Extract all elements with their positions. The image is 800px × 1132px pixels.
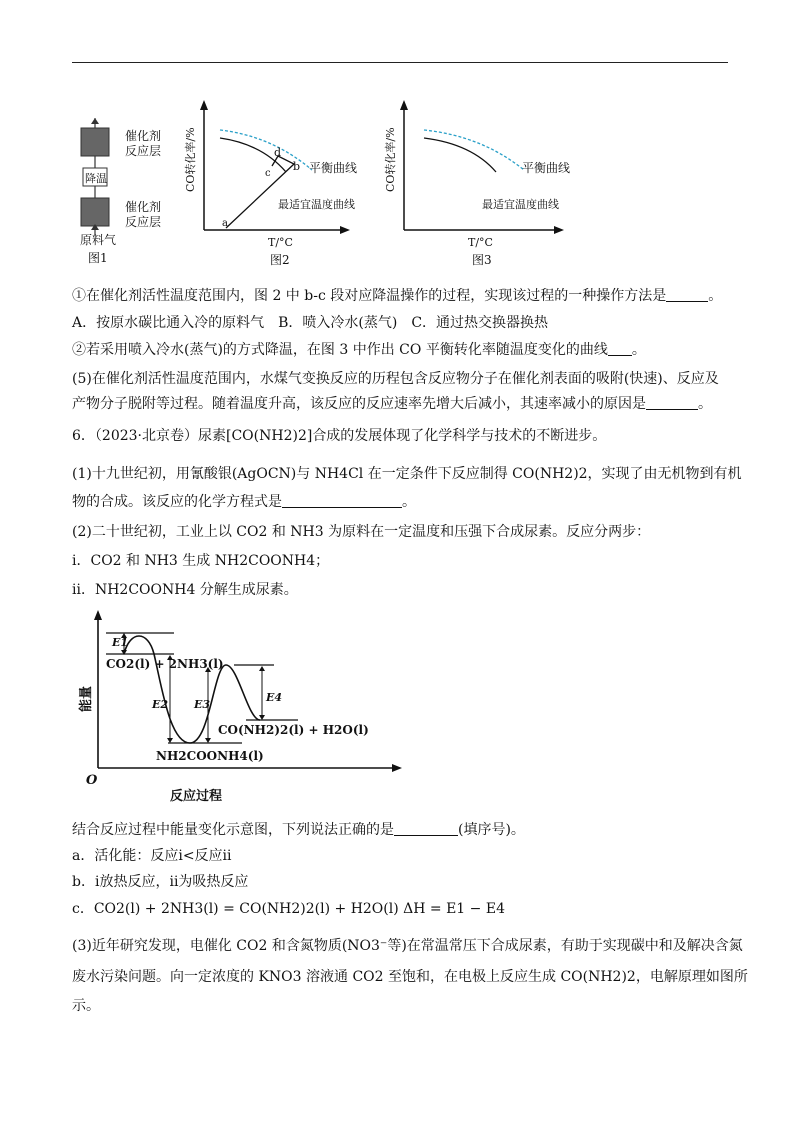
energy-e2: E2 (152, 698, 169, 711)
figure-3-co-conversion (382, 100, 582, 270)
fig2-point-a: a (222, 218, 228, 229)
s2-step-ii: ⅱ．NH2COONH4 分解生成尿素。 (72, 582, 298, 598)
fig2-eq-label: 平衡曲线 (309, 161, 358, 175)
energy-xlabel: 反应过程 (170, 789, 223, 804)
fig3-opt-curve (424, 138, 496, 172)
fig2-caption: 图2 (270, 253, 290, 267)
fig1-cool-label: 降温 (85, 172, 107, 185)
energy-ylabel: 能量 (79, 685, 94, 712)
figure-2-co-conversion (182, 100, 362, 270)
fig2-point-b: b (293, 160, 301, 173)
fig2-path-abcd (226, 156, 294, 228)
fig1-feed-label: 原料气 (80, 233, 117, 247)
energy-intermediate-label: NH2COONH4(l) (156, 749, 264, 763)
s3-line-1: (3)近年研究发现，电催化 CO2 和含氮物质(NO3⁻等)在常温常压下合成尿素，有助于实现碳中和及解决含氮 (72, 938, 743, 954)
fig2-ylabel: CO转化率/% (184, 127, 197, 192)
fig3-caption: 图3 (472, 253, 492, 267)
fig2-opt-label: 最适宜温度曲线 (278, 198, 355, 211)
fig3-xlabel: T/°C (468, 236, 493, 249)
fig1-layer-top-1: 催化剂 (125, 129, 162, 143)
energy-origin: O (86, 773, 98, 788)
q1-question: ①在催化剂活性温度范围内，图 2 中 b-c 段对应降温操作的过程，实现该过程的一种操作方法是 。 (72, 288, 723, 304)
fig1-layer-bot-2: 反应层 (125, 215, 162, 229)
fig1-layer-top-2: 反应层 (125, 144, 162, 158)
fig1-caption: 图1 (88, 251, 108, 265)
fig2-point-d: d (274, 146, 282, 159)
s2-line-1: (2)二十世纪初，工业上以 CO2 和 NH3 为原料在一定温度和压强下合成尿素。反应分两步： (72, 524, 651, 540)
fig1-layer-bot-1: 催化剂 (125, 200, 162, 214)
q5-line-2: 产物分子脱附等过程。随着温度升高，该反应的反应速率先增大后减小，其速率减小的原因是 。 (72, 396, 712, 412)
s3-line-3: 示。 (72, 998, 100, 1014)
q5-line-1: (5)在催化剂活性温度范围内，水煤气变换反应的历程包含反应物分子在催化剂表面的吸附(快速)、反应及 (72, 371, 719, 387)
fig3-opt-label: 最适宜温度曲线 (482, 198, 559, 211)
fig3-ylabel: CO转化率/% (384, 127, 397, 192)
energy-e4: E4 (266, 691, 283, 704)
s2-option-b: b．ⅰ放热反应，ⅱ为吸热反应 (72, 874, 249, 890)
problem-6-title: 6．（2023·北京卷）尿素[CO(NH2)2]合成的发展体现了化学科学与技术的不断进步。 (72, 428, 607, 444)
energy-reactant-label: CO2(l) + 2NH3(l) (106, 657, 224, 671)
s2-option-c: c．CO2(l) + 2NH3(l) = CO(NH2)2(l) + H2O(l) ΔH = E1 − E4 (72, 901, 505, 917)
s2-step-i: ⅰ．CO2 和 NH3 生成 NH2COONH4； (72, 553, 330, 569)
figure-1-reactor (72, 118, 182, 268)
energy-e3: E3 (194, 698, 211, 711)
fig2-point-c: c (265, 168, 271, 179)
energy-product-label: CO(NH2)2(l) + H2O(l) (218, 723, 369, 737)
energy-diagram (78, 608, 418, 806)
s3-line-2: 废水污染问题。向一定浓度的 KNO3 溶液通 CO2 至饱和，在电极上反应生成 CO(NH2)2，电解原理如图所 (72, 969, 748, 985)
header-rule (72, 62, 728, 63)
fig2-xlabel: T/°C (268, 236, 293, 249)
s1-line-2: 物的合成。该反应的化学方程式是 。 (72, 494, 416, 510)
s1-line-1: (1)十九世纪初，用氰酸银(AgOCN)与 NH4Cl 在一定条件下反应制得 CO(NH2)2，实现了由无机物到有机 (72, 466, 742, 482)
q1-options: A．按原水碳比通入冷的原料气 B．喷入冷水(蒸气) C．通过热交换器换热 (72, 315, 549, 331)
s2-question: 结合反应过程中能量变化示意图，下列说法正确的是 (填序号)。 (72, 822, 525, 838)
fig3-eq-curve (424, 130, 524, 170)
s2-option-a: a．活化能：反应ⅰ<反应ⅱ (72, 848, 232, 864)
energy-e1: E1 (112, 636, 129, 649)
fig3-eq-label: 平衡曲线 (522, 161, 571, 175)
q2-question: ②若采用喷入冷水(蒸气)的方式降温，在图 3 中作出 CO 平衡转化率随温度变化的曲线 。 (72, 342, 646, 358)
